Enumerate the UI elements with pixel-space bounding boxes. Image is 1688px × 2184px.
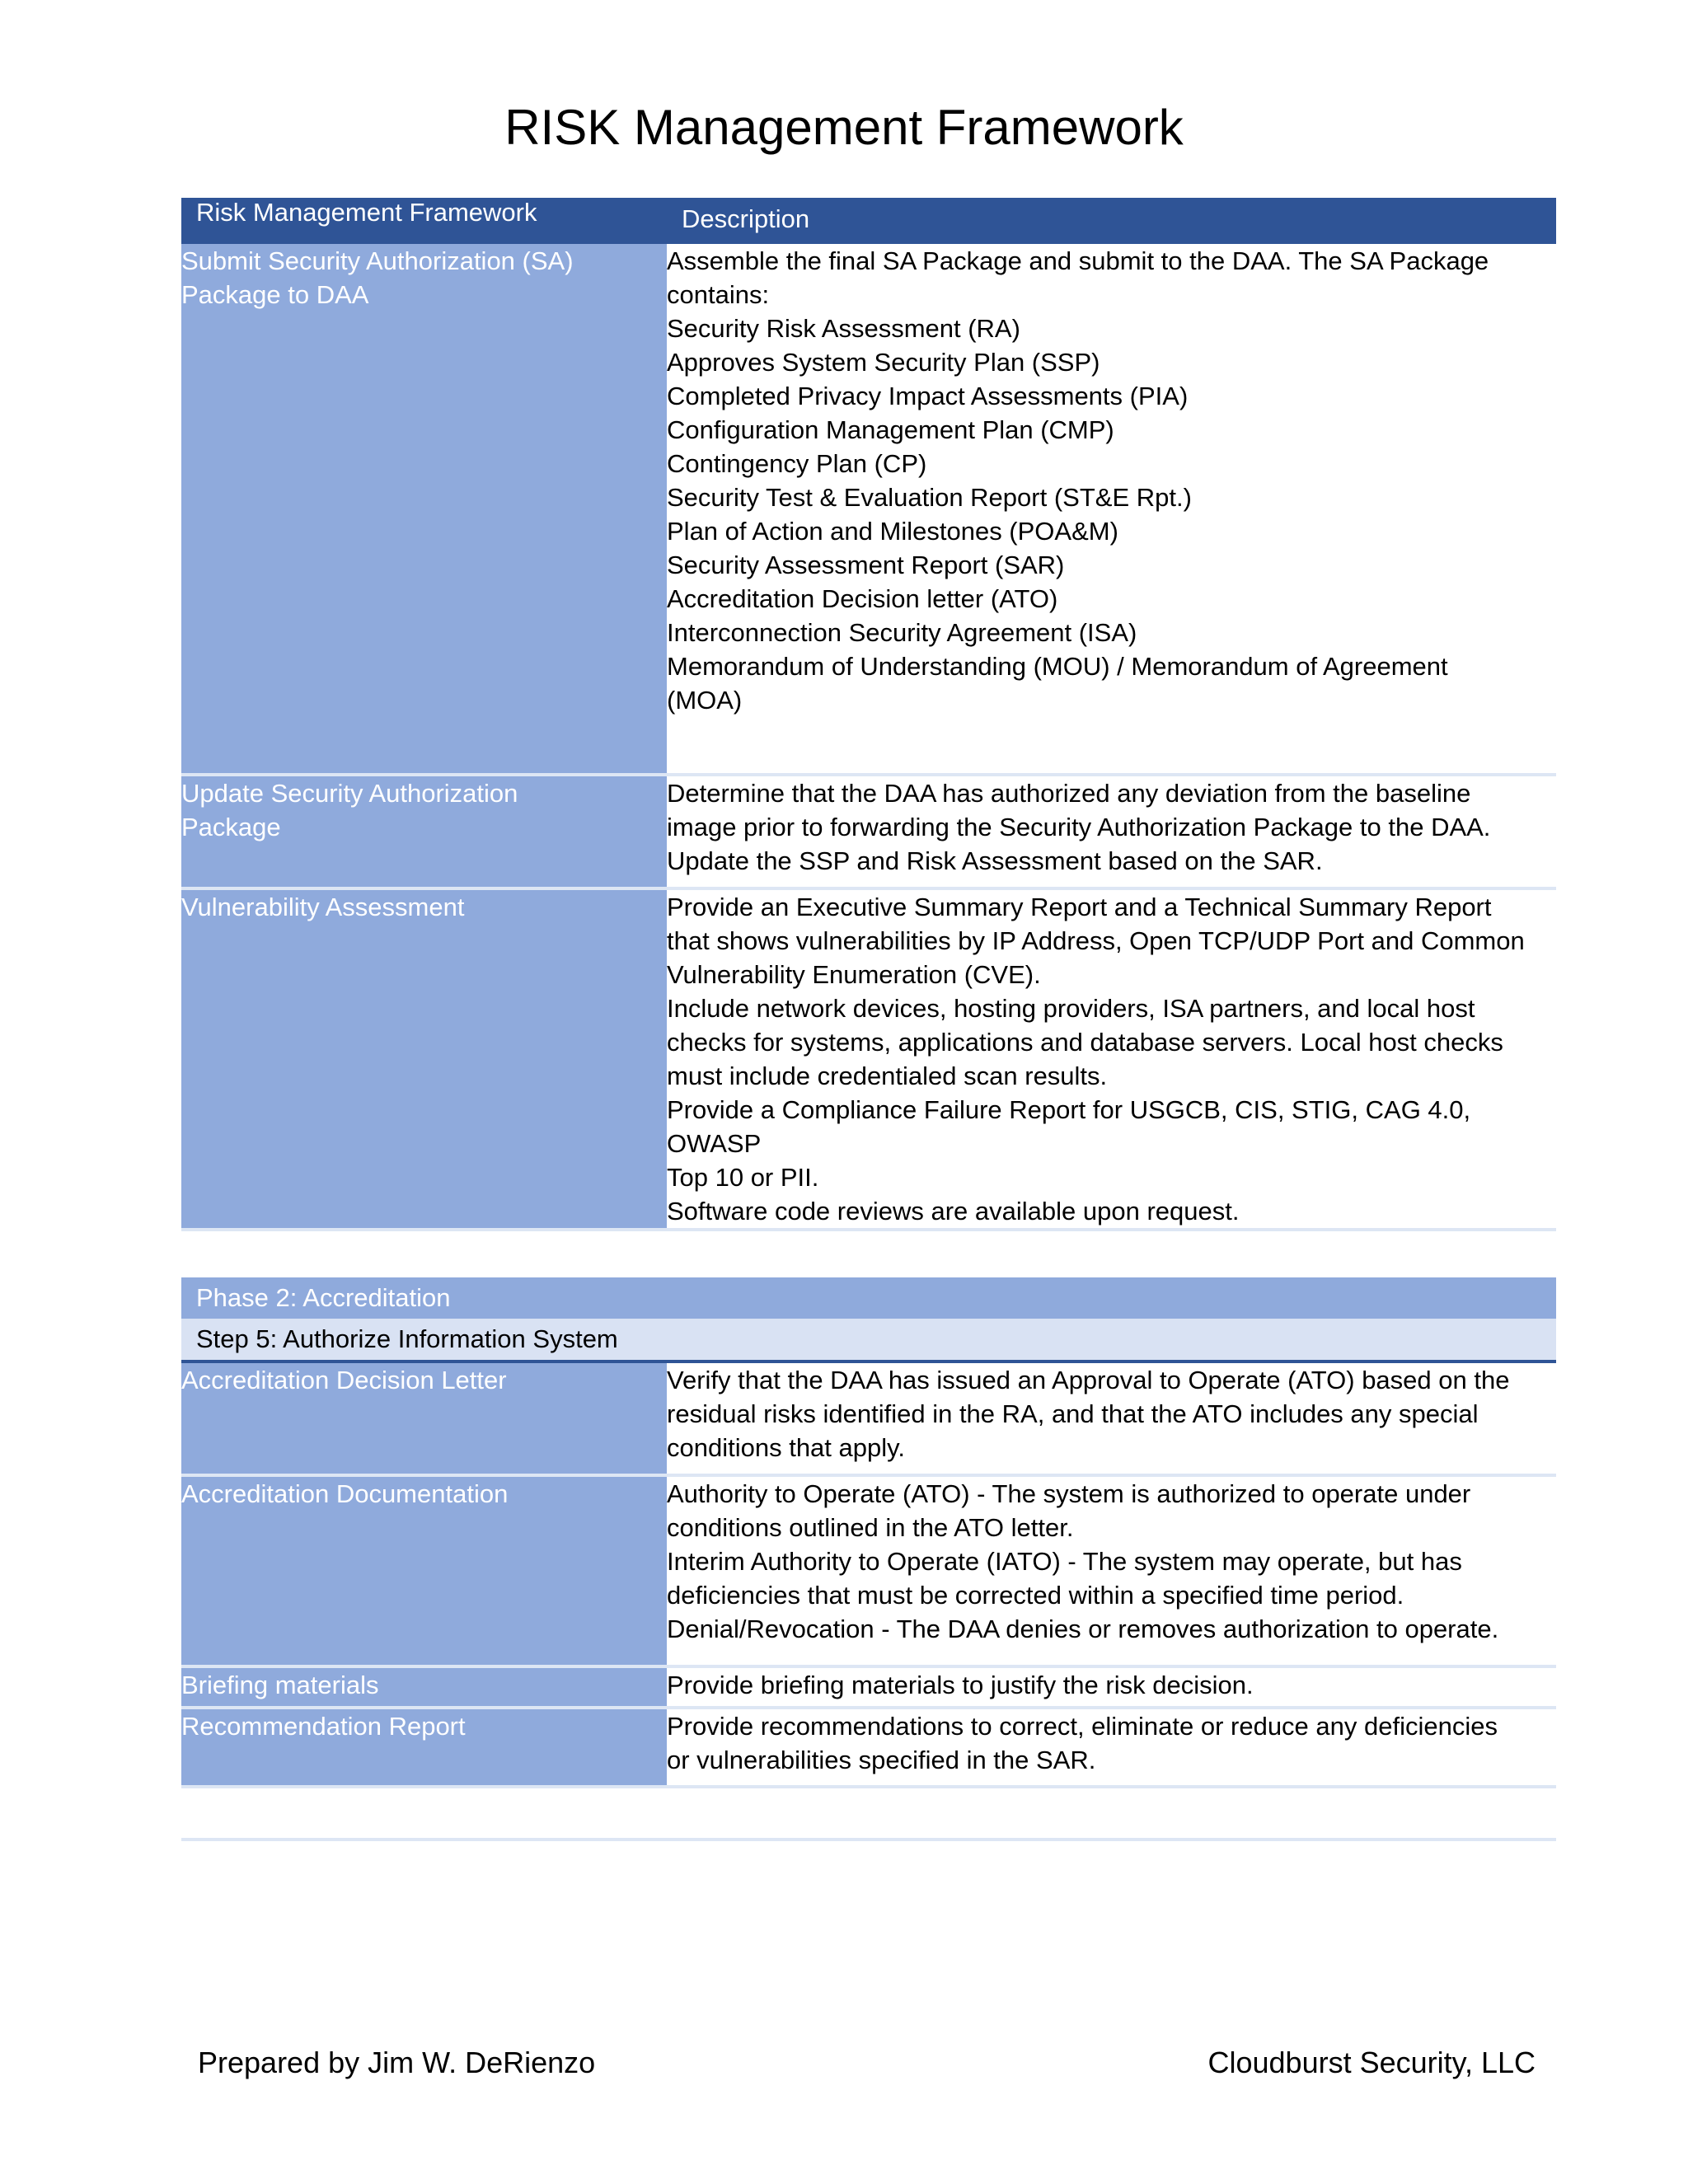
row-description: Provide briefing materials to justify the risk decision. [667, 1666, 1556, 1708]
row-description: Verify that the DAA has issued an Approval to Operate (ATO) based on the residual risks identified in the RA, and that the ATO includes any special conditions that apply. [667, 1361, 1556, 1475]
row-description: Provide recommendations to correct, eliminate or reduce any deficiencies or vulnerabilities specified in the SAR. [667, 1708, 1556, 1787]
phase-row [181, 1277, 1556, 1319]
row-title: Accreditation Decision Letter [181, 1361, 667, 1475]
row-title: Vulnerability Assessment [181, 888, 667, 1230]
table-row [181, 888, 1556, 1230]
row-title: Update Security Authorization Package [181, 775, 667, 888]
table-row [181, 244, 1556, 775]
accreditation-table [181, 1277, 1556, 1788]
header-description: Description [667, 198, 1556, 244]
row-title: Accreditation Documentation [181, 1475, 667, 1666]
row-title: Submit Security Authorization (SA) Package to DAA [181, 244, 667, 775]
step-label: Step 5: Authorize Information System [181, 1319, 1556, 1361]
table-row [181, 1475, 1556, 1666]
table-row [181, 1666, 1556, 1708]
step-row [181, 1319, 1556, 1361]
footer-divider [181, 1838, 1556, 1841]
table-header-row [181, 198, 1556, 244]
table-row [181, 1708, 1556, 1787]
table-row [181, 775, 1556, 888]
row-title: Briefing materials [181, 1666, 667, 1708]
page-title: RISK Management Framework [504, 100, 1184, 155]
row-description: Assemble the final SA Package and submit to the DAA. The SA Package contains: Security Risk Assessment (RA) Approves System Security Plan (SSP) Completed Privacy Impact Assessments (PIA) Configuration Management Plan (CMP) Contingency Plan (CP) Security Test & Evaluation Report (ST&E Rpt.) Plan of Action and Milestones (POA&M) Security Assessment Report (SAR) Accreditation Decision letter (ATO) Interconnection Security Agreement (ISA) Memorandum of Understanding (MOU) / Memorandum of Agreement (MOA) [667, 244, 1556, 775]
footer-author: Prepared by Jim W. DeRienzo [198, 2046, 596, 2079]
phase-label: Phase 2: Accreditation [181, 1277, 1556, 1319]
row-description: Authority to Operate (ATO) - The system is authorized to operate under conditions outlined in the ATO letter. Interim Authority to Operate (IATO) - The system may operate, but has deficiencies that must be corrected within a specified time period. Denial/Revocation - The DAA denies or removes authorization to operate. [667, 1475, 1556, 1666]
row-title: Recommendation Report [181, 1708, 667, 1787]
rmf-table [181, 198, 1556, 1231]
footer-company: Cloudburst Security, LLC [1207, 2046, 1536, 2079]
header-framework: Risk Management Framework [181, 198, 667, 244]
row-description: Determine that the DAA has authorized any deviation from the baseline image prior to forwarding the Security Authorization Package to the DAA. Update the SSP and Risk Assessment based on the SAR. [667, 775, 1556, 888]
table-row [181, 1361, 1556, 1475]
row-description: Provide an Executive Summary Report and a Technical Summary Report that shows vulnerabilities by IP Address, Open TCP/UDP Port and Common Vulnerability Enumeration (CVE). Include network devices, hosting providers, ISA partners, and local host checks for systems, applications and database servers. Local host checks must include credentialed scan results. Provide a Compliance Failure Report for USGCB, CIS, STIG, CAG 4.0, OWASP Top 10 or PII. Software code reviews are available upon request. [667, 888, 1556, 1230]
